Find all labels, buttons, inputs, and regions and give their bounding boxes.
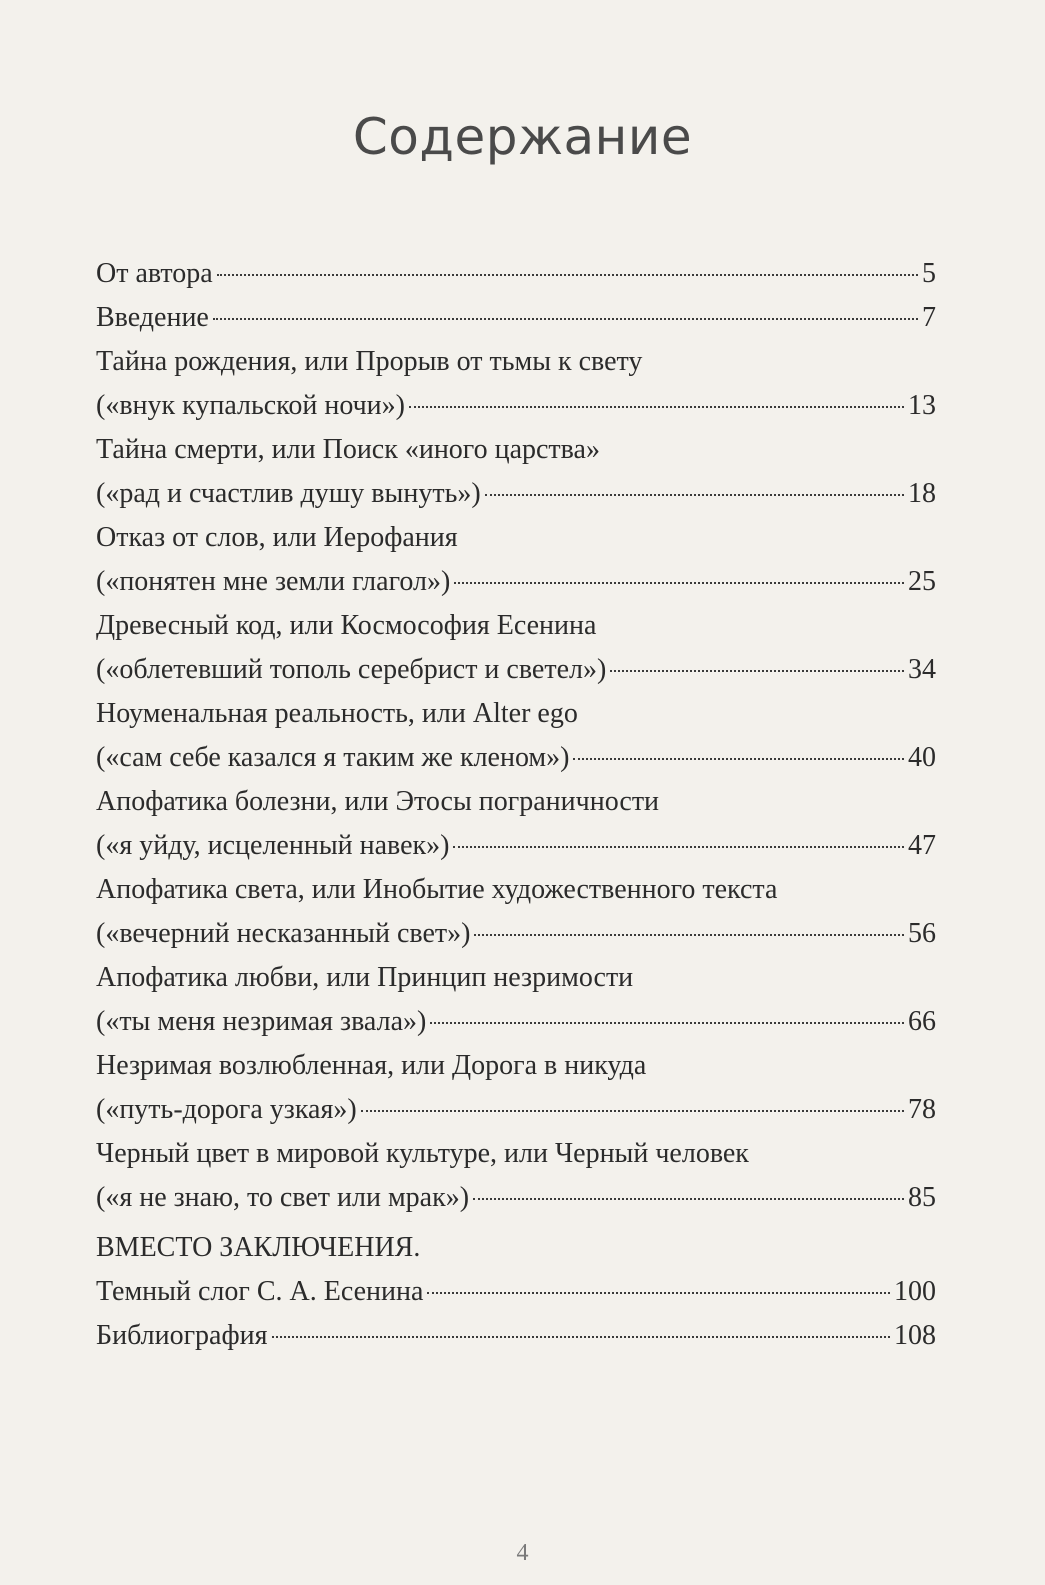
toc-page-number: 78 <box>908 1094 936 1125</box>
conclusion-heading: ВМЕСТО ЗАКЛЮЧЕНИЯ. <box>96 1232 421 1263</box>
toc-entry <box>96 1132 936 1220</box>
toc-entry <box>96 956 936 1044</box>
toc-entry <box>96 252 936 296</box>
page-title: Содержание <box>352 108 693 166</box>
dot-leader <box>427 1291 890 1294</box>
toc-entry <box>96 1044 936 1132</box>
dot-leader <box>272 1335 891 1338</box>
toc-entry-subtitle: («внук купальской ночи») <box>96 390 405 421</box>
toc-entry <box>96 780 936 868</box>
toc-entry-title: Апофатика света, или Инобытие художественного текста <box>96 874 778 905</box>
toc-entry-subtitle: («вечерний несказанный свет») <box>96 918 471 949</box>
dot-leader <box>213 317 918 320</box>
dot-leader <box>573 757 904 760</box>
toc-entry-title: Черный цвет в мировой культуре, или Черный человек <box>96 1138 749 1169</box>
dot-leader <box>217 273 918 276</box>
toc-entry <box>96 340 936 428</box>
toc-page-number: 56 <box>908 918 936 949</box>
dot-leader <box>610 669 904 672</box>
dot-leader <box>361 1109 904 1112</box>
toc-page-number: 66 <box>908 1006 936 1037</box>
toc-entry-title: Тайна смерти, или Поиск «иного царства» <box>96 434 600 465</box>
toc-page-number: 100 <box>894 1276 936 1307</box>
toc-entry <box>96 296 936 340</box>
dot-leader <box>430 1021 904 1024</box>
toc-entry <box>96 604 936 692</box>
toc-page-number: 108 <box>894 1320 936 1351</box>
page-number: 4 <box>516 1540 529 1566</box>
toc-entry-subtitle: («сам себе казался я таким же кленом») <box>96 742 570 773</box>
toc-page-number: 34 <box>908 654 936 685</box>
toc-page-number: 40 <box>908 742 936 773</box>
toc-entry-title: Ноуменальная реальность, или Alter ego <box>96 698 578 729</box>
toc-entry-subtitle: («рад и счастлив душу вынуть») <box>96 478 481 509</box>
toc-page-number: 85 <box>908 1182 936 1213</box>
toc-entry-title: Отказ от слов, или Иерофания <box>96 522 458 553</box>
toc-entry-title: Библиография <box>96 1320 268 1351</box>
toc-entry-subtitle: («понятен мне земли глагол») <box>96 566 451 597</box>
toc-entry-title: Древесный код, или Космософия Есенина <box>96 610 597 641</box>
toc-page-number: 47 <box>908 830 936 861</box>
toc-page-number: 5 <box>922 258 936 289</box>
toc-entry-subtitle: («я не знаю, то свет или мрак») <box>96 1182 470 1213</box>
toc-entry-title: Тайна рождения, или Прорыв от тьмы к свету <box>96 346 643 377</box>
dot-leader <box>474 933 904 936</box>
toc-page-number: 18 <box>908 478 936 509</box>
dot-leader <box>453 845 904 848</box>
toc-entry-title: От автора <box>96 258 213 289</box>
toc-page-number: 25 <box>908 566 936 597</box>
toc-entry-subtitle: («путь-дорога узкая») <box>96 1094 357 1125</box>
dot-leader <box>485 493 904 496</box>
table-of-contents <box>96 252 936 1358</box>
toc-page-number: 7 <box>922 302 936 333</box>
toc-entry <box>96 516 936 604</box>
toc-entry-title: Апофатика любви, или Принцип незримости <box>96 962 634 993</box>
dot-leader <box>473 1197 904 1200</box>
toc-page-number: 13 <box>908 390 936 421</box>
toc-entry <box>96 868 936 956</box>
toc-entry-subtitle: («ты меня незримая звала») <box>96 1006 427 1037</box>
toc-entry-title: Введение <box>96 302 209 333</box>
toc-entry-title: Темный слог С. А. Есенина <box>96 1276 424 1307</box>
toc-entry-subtitle: («облетевший тополь серебрист и светел») <box>96 654 607 685</box>
toc-entry <box>96 428 936 516</box>
toc-entry-title: Незримая возлюбленная, или Дорога в никуда <box>96 1050 647 1081</box>
toc-entry-title: Апофатика болезни, или Этосы пограничности <box>96 786 660 817</box>
dot-leader <box>409 405 904 408</box>
dot-leader <box>454 581 904 584</box>
toc-entry <box>96 692 936 780</box>
toc-entry-subtitle: («я уйду, исцеленный навек») <box>96 830 450 861</box>
conclusion-section <box>96 1226 936 1358</box>
